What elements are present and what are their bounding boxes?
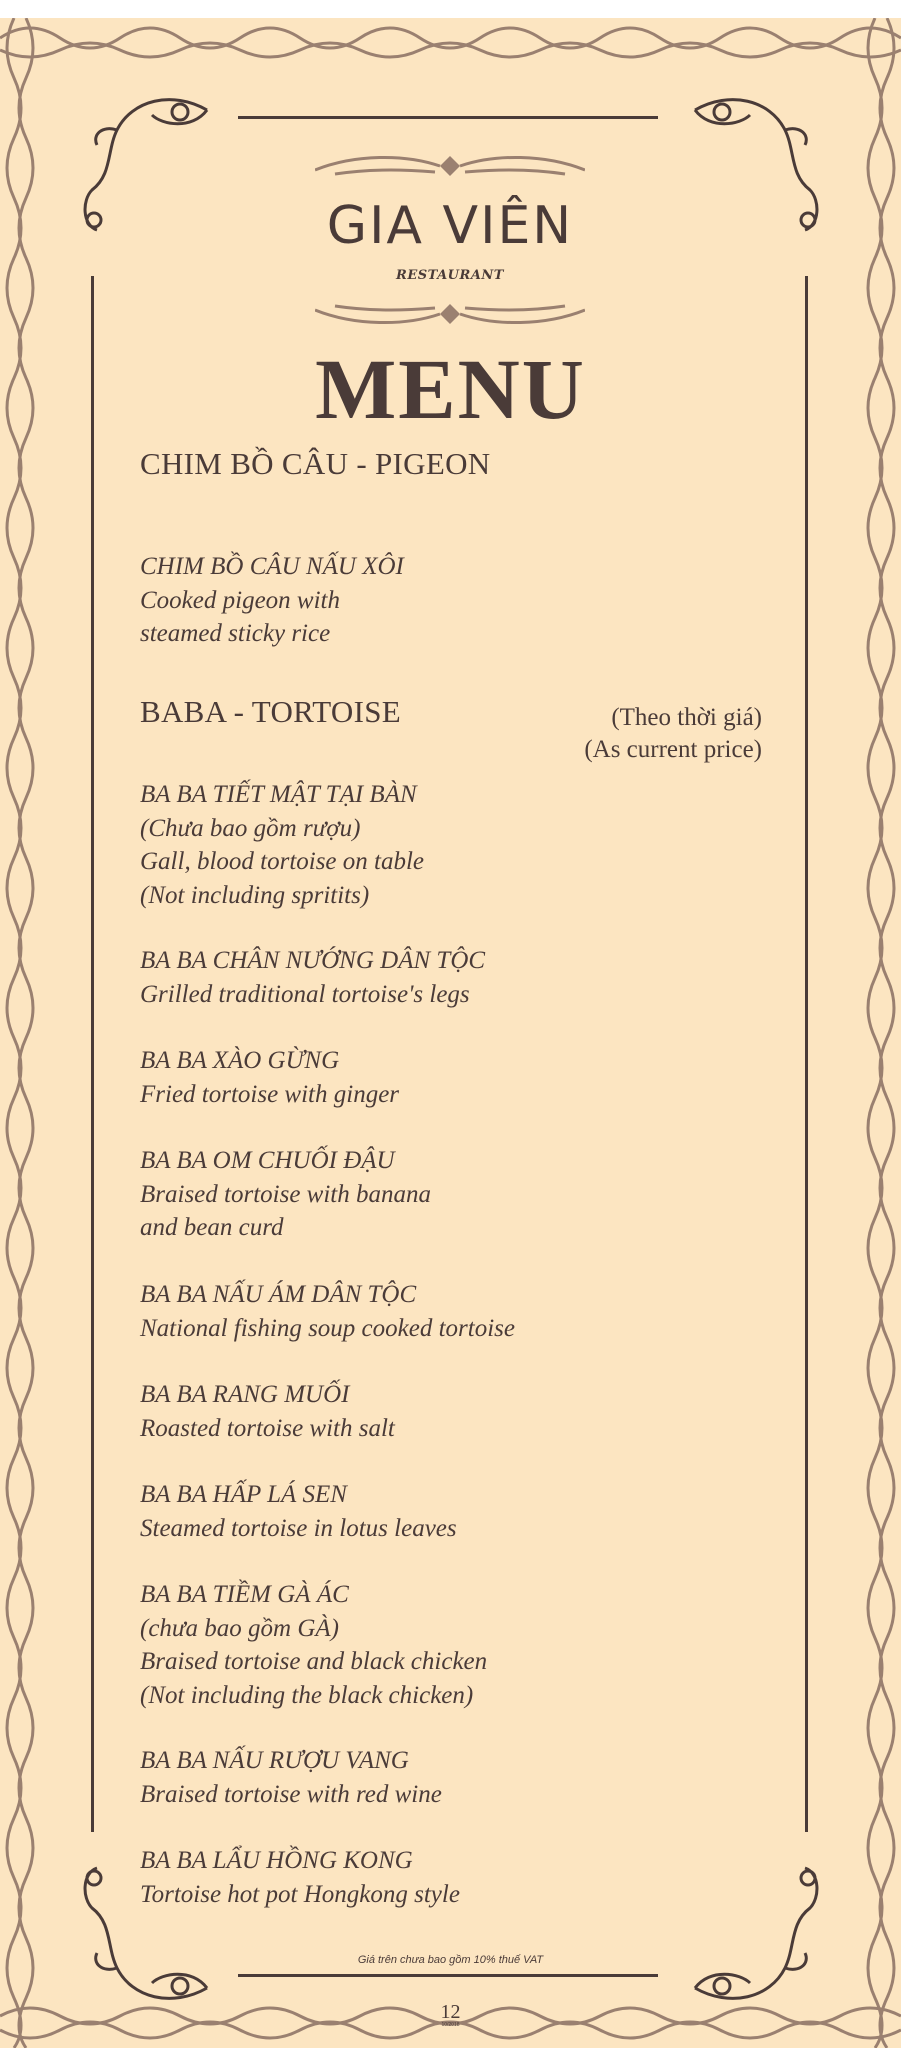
item-line: (Not including spritits) — [140, 881, 370, 909]
page-number: 12 — [440, 2001, 461, 2023]
menu-item-tortoise-6 — [140, 1378, 790, 1445]
item-line: BA BA OM CHUỐI ĐẬU — [140, 1147, 395, 1174]
corner-flourish-top-left — [72, 90, 222, 250]
item-line: (Chưa bao gồm rượu) — [140, 814, 361, 842]
item-line: and bean curd — [140, 1214, 284, 1241]
menu-item-pigeon-sticky-rice — [140, 550, 790, 651]
menu-page — [0, 18, 901, 2048]
item-line: (chưa bao gồm GÀ) — [140, 1614, 340, 1642]
corner-flourish-top-right — [680, 90, 830, 250]
menu-item-tortoise-3 — [140, 1044, 790, 1111]
right-ornament-border — [861, 18, 901, 2048]
logo-wordmark: GIA VIÊN — [326, 196, 574, 256]
item-line: BA BA TIẾT MẬT TẠI BÀN — [140, 781, 417, 808]
item-line: Braised tortoise with red wine — [140, 1780, 442, 1808]
logo-top-flourish — [315, 148, 585, 184]
item-line: National fishing soup cooked tortoise — [140, 1314, 515, 1342]
item-line: CHIM BỒ CÂU NẤU XÔI — [140, 553, 404, 580]
item-line: BA BA HẤP LÁ SEN — [140, 1481, 347, 1508]
bottom-rule — [238, 1974, 658, 1977]
item-line: (Not including the black chicken) — [140, 1681, 474, 1709]
top-rule — [238, 116, 658, 119]
menu-item-tortoise-4 — [140, 1144, 790, 1245]
item-line: BA BA XÀO GỪNG — [140, 1047, 340, 1074]
item-line: BA BA NẤU RƯỢU VANG — [140, 1747, 409, 1774]
restaurant-logo — [300, 148, 600, 348]
logo-subtitle: RESTAURANT — [396, 268, 504, 283]
item-line: Roasted tortoise with salt — [140, 1414, 395, 1442]
item-line: Braised tortoise and black chicken — [140, 1648, 488, 1675]
menu-title: MENU — [315, 341, 586, 437]
item-line: BA BA TIỀM GÀ ÁC — [140, 1581, 349, 1608]
item-line: Braised tortoise with banana — [140, 1180, 431, 1208]
menu-item-tortoise-5 — [140, 1278, 790, 1345]
menu-item-tortoise-7 — [140, 1478, 790, 1545]
top-ornament-border — [0, 18, 901, 66]
price-note — [584, 702, 762, 766]
price-note-en: (As current price) — [584, 736, 762, 763]
right-rule — [805, 276, 808, 1832]
menu-item-tortoise-2 — [140, 944, 790, 1011]
item-line: Gall, blood tortoise on table — [140, 848, 425, 875]
item-line: BA BA NẤU ÁM DÂN TỘC — [140, 1281, 417, 1308]
item-line: Tortoise hot pot Hongkong style — [140, 1880, 460, 1908]
menu-item-tortoise-8 — [140, 1578, 790, 1712]
item-line: Grilled traditional tortoise's legs — [140, 980, 470, 1008]
item-line: Fried tortoise with ginger — [140, 1080, 400, 1108]
menu-item-tortoise-10 — [140, 1844, 790, 1911]
category-title-pigeon: CHIM BỒ CÂU - PIGEON — [140, 446, 491, 481]
item-line: BA BA CHÂN NƯỚNG DÂN TỘC — [140, 947, 486, 974]
item-line: Steamed tortoise in lotus leaves — [140, 1514, 457, 1542]
logo-bottom-flourish — [315, 296, 585, 332]
page-code: 10/2018 — [441, 2022, 460, 2028]
left-rule — [91, 276, 94, 1832]
price-note-vi: (Theo thời giá) — [611, 704, 762, 731]
vat-footnote: Giá trên chưa bao gồm 10% thuế VAT — [357, 1954, 544, 1966]
item-line: BA BA LẨU HỒNG KONG — [140, 1847, 413, 1874]
left-ornament-border — [0, 18, 40, 2048]
menu-item-tortoise-1 — [140, 778, 790, 912]
category-title-tortoise: BABA - TORTOISE — [140, 694, 402, 729]
menu-item-tortoise-9 — [140, 1744, 790, 1811]
item-line: Cooked pigeon with — [140, 586, 340, 614]
item-line: steamed sticky rice — [140, 620, 331, 647]
item-line: BA BA RANG MUỐI — [140, 1381, 350, 1408]
